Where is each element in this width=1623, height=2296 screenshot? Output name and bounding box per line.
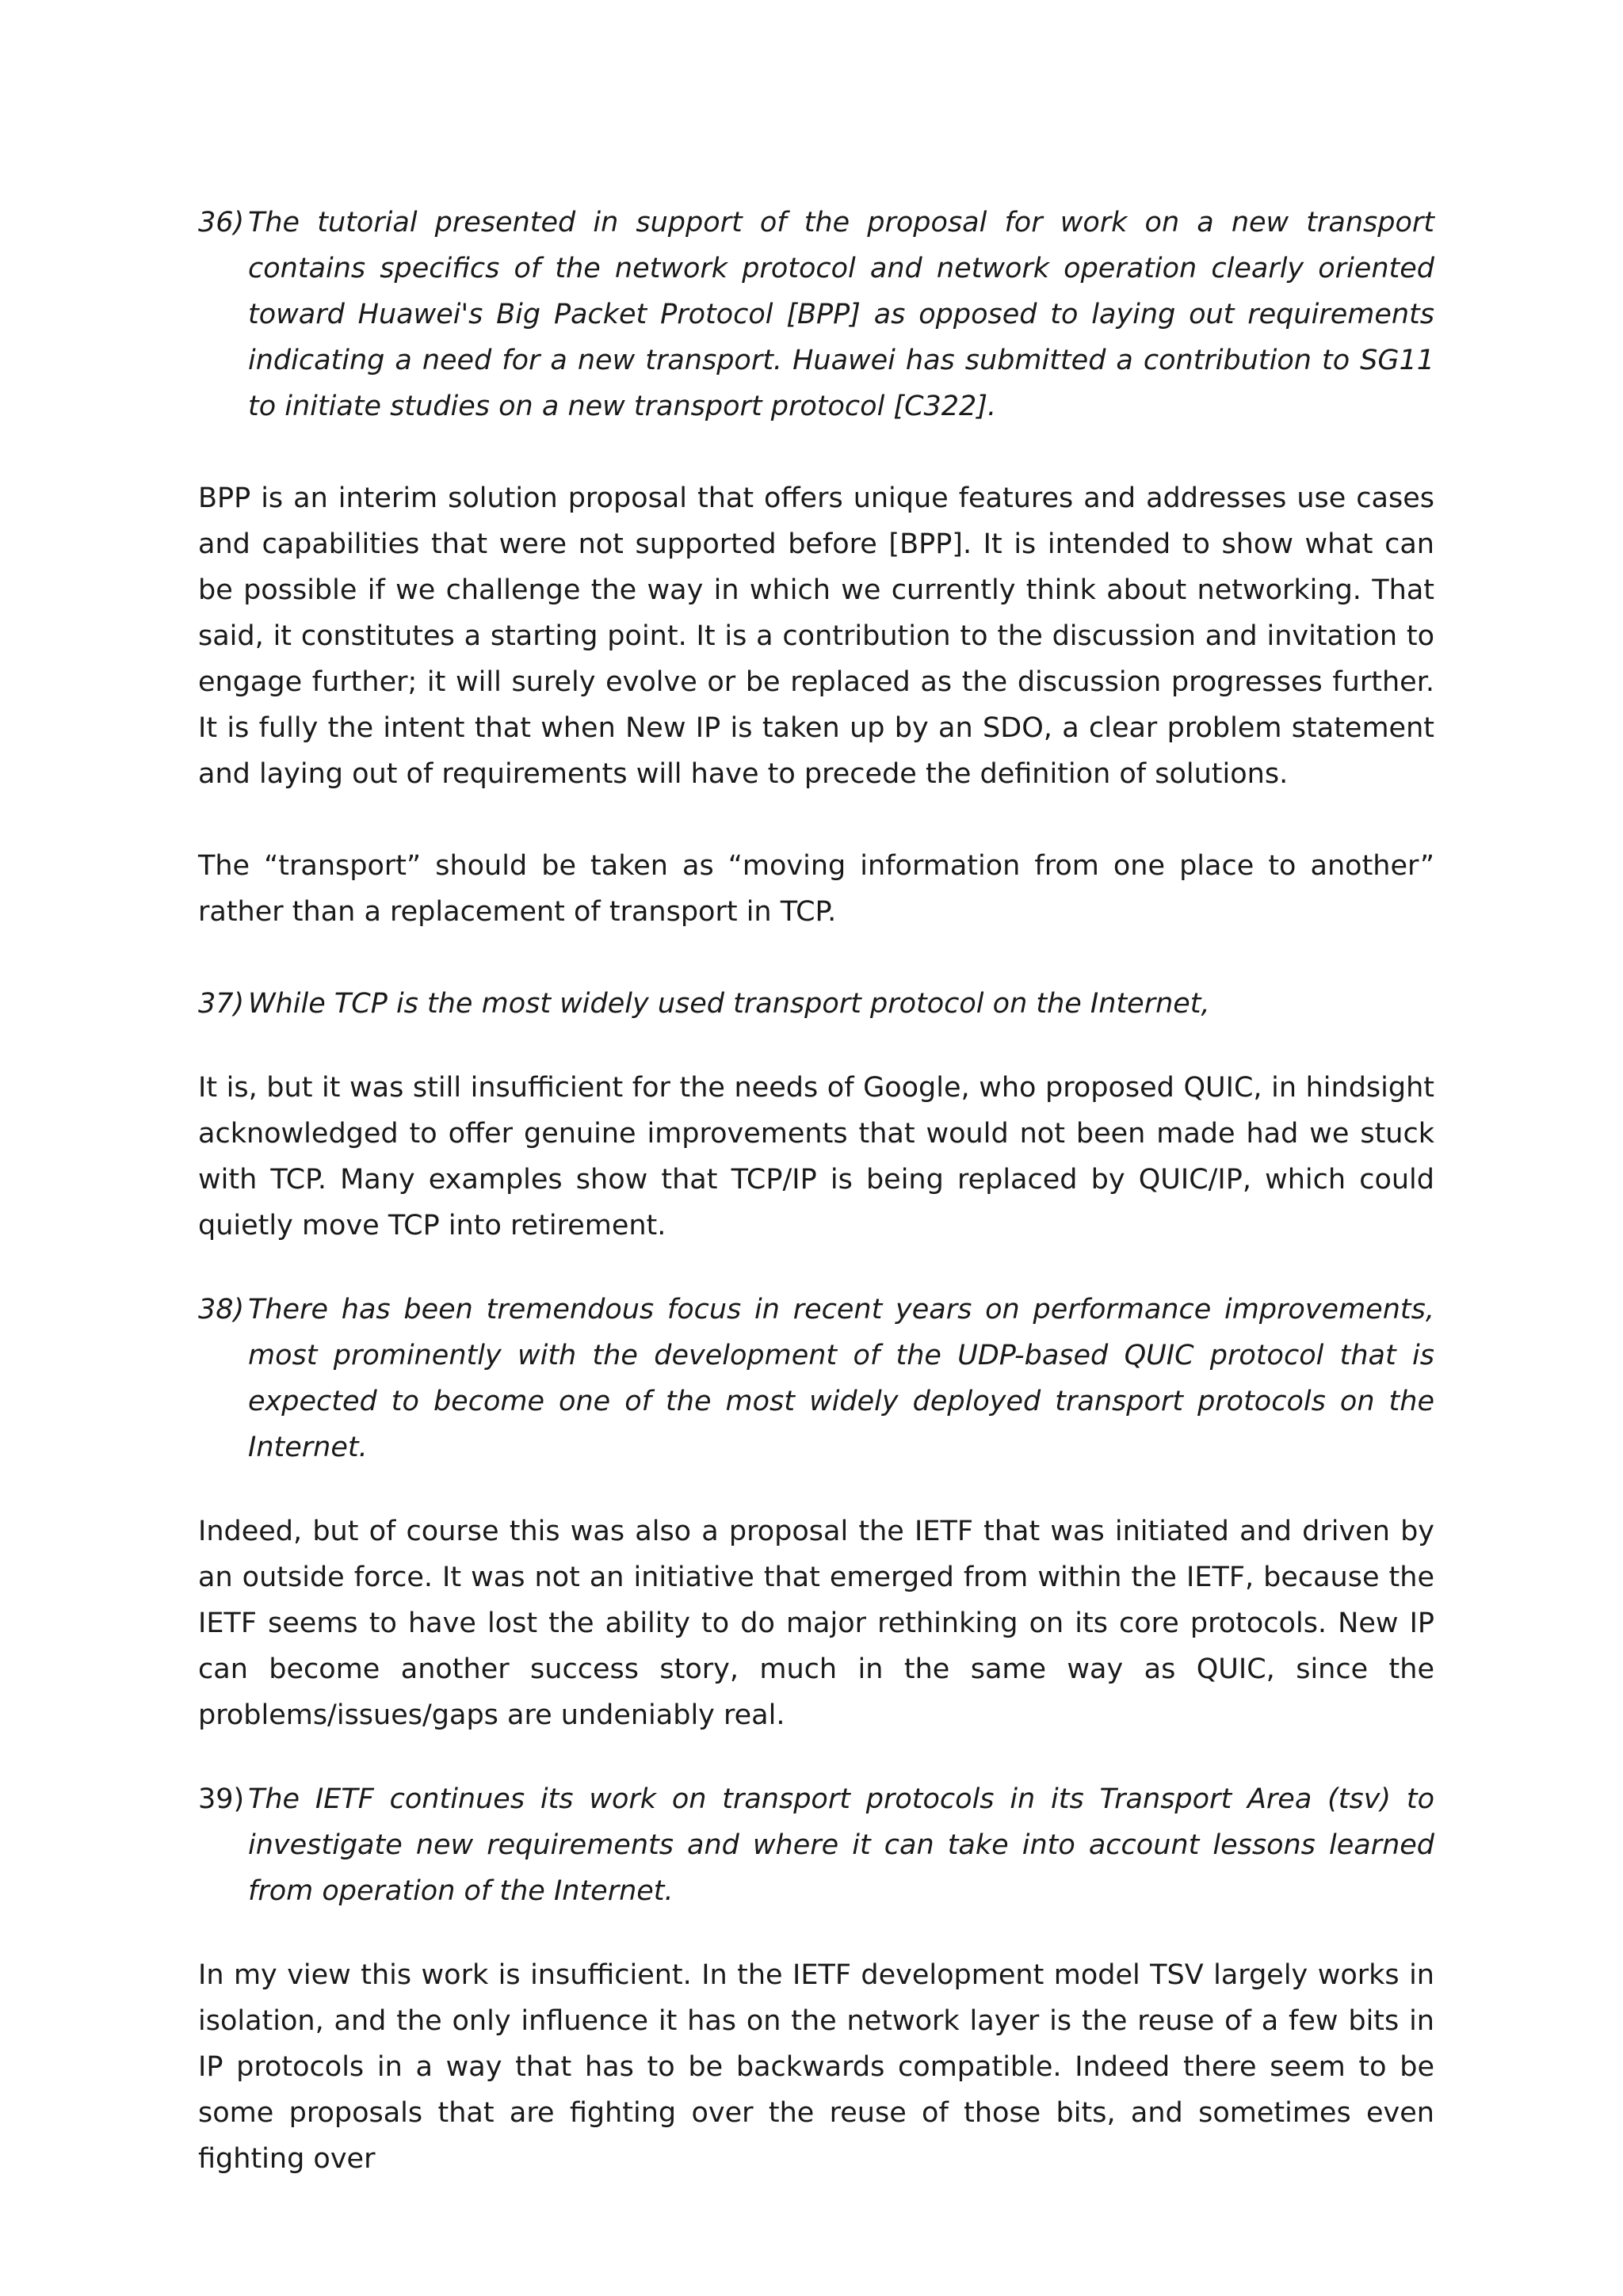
quoted-statement-38: [198, 1287, 1434, 1470]
response-paragraph: The “transport” should be taken as “moving information from one place to another” rather than a replacement of transport in TCP.: [198, 850, 1434, 928]
document-page: [198, 200, 1434, 2182]
quoted-statement-36: [198, 200, 1434, 429]
item-number: 39): [198, 1783, 245, 1815]
response-paragraph: Indeed, but of course this was also a proposal the IETF that was initiated and driven by an outside force. It was not an initiative that emerged from within the IETF, because the IETF seems to have lost the ability to do major rethinking on its core protocols. New IP can become another success story, much in the same way as QUIC, since the problems/issues/gaps are undeniably real.: [198, 1516, 1434, 1731]
quote-text: The IETF continues its work on transport protocols in its Transport Area (tsv) to investigate new requirements and where it can take into account lessons learned from operation of the Internet.: [248, 1783, 1434, 1907]
item-number: 37): [198, 988, 245, 1020]
quote-text: The tutorial presented in support of the proposal for work on a new transport contains specifics of the network protocol and network operation clearly oriented toward Huawei's Big Packet Protocol [BPP] as opposed to laying out requirements indicating a need for a new transport. Huawei has submitted a contribution to SG11 to initiate studies on a new transport protocol [C322].: [248, 207, 1434, 422]
response-paragraph: BPP is an interim solution proposal that offers unique features and addresses use cases and capabilities that were not supported before [BPP]. It is intended to show what can be possible if we challenge the way in which we currently think about networking. That said, it constitutes a starting point. It is a contribution to the discussion and invitation to engage further; it will surely evolve or be replaced as the discussion progresses further. It is fully the intent that when New IP is taken up by an SDO, a clear problem statement and laying out of requirements will have to precede the definition of solutions.: [198, 482, 1434, 790]
quote-text: There has been tremendous focus in recent years on performance improvements, most prominently with the development of the UDP-based QUIC protocol that is expected to become one of the most widely deployed transport protocols on the Internet.: [248, 1294, 1434, 1463]
response-paragraph: In my view this work is insufficient. In the IETF development model TSV largely works in isolation, and the only influence it has on the network layer is the reuse of a few bits in IP protocols in a way that has to be backwards compatible. Indeed there seem to be some proposals that are fighting over the reuse of those bits, and sometimes even fighting over: [198, 1959, 1434, 2175]
quote-text: While TCP is the most widely used transport protocol on the Internet,: [248, 988, 1210, 1020]
response-paragraph: It is, but it was still insufficient for the needs of Google, who proposed QUIC, in hindsight acknowledged to offer genuine improvements that would not been made had we stuck with TCP. Many examples show that TCP/IP is being replaced by QUIC/IP, which could quietly move TCP into retirement.: [198, 1072, 1434, 1241]
quoted-statement-39: [198, 1776, 1434, 1914]
item-number: 36): [198, 207, 245, 238]
item-number: 38): [198, 1294, 245, 1325]
quoted-statement-37: [198, 981, 1434, 1027]
